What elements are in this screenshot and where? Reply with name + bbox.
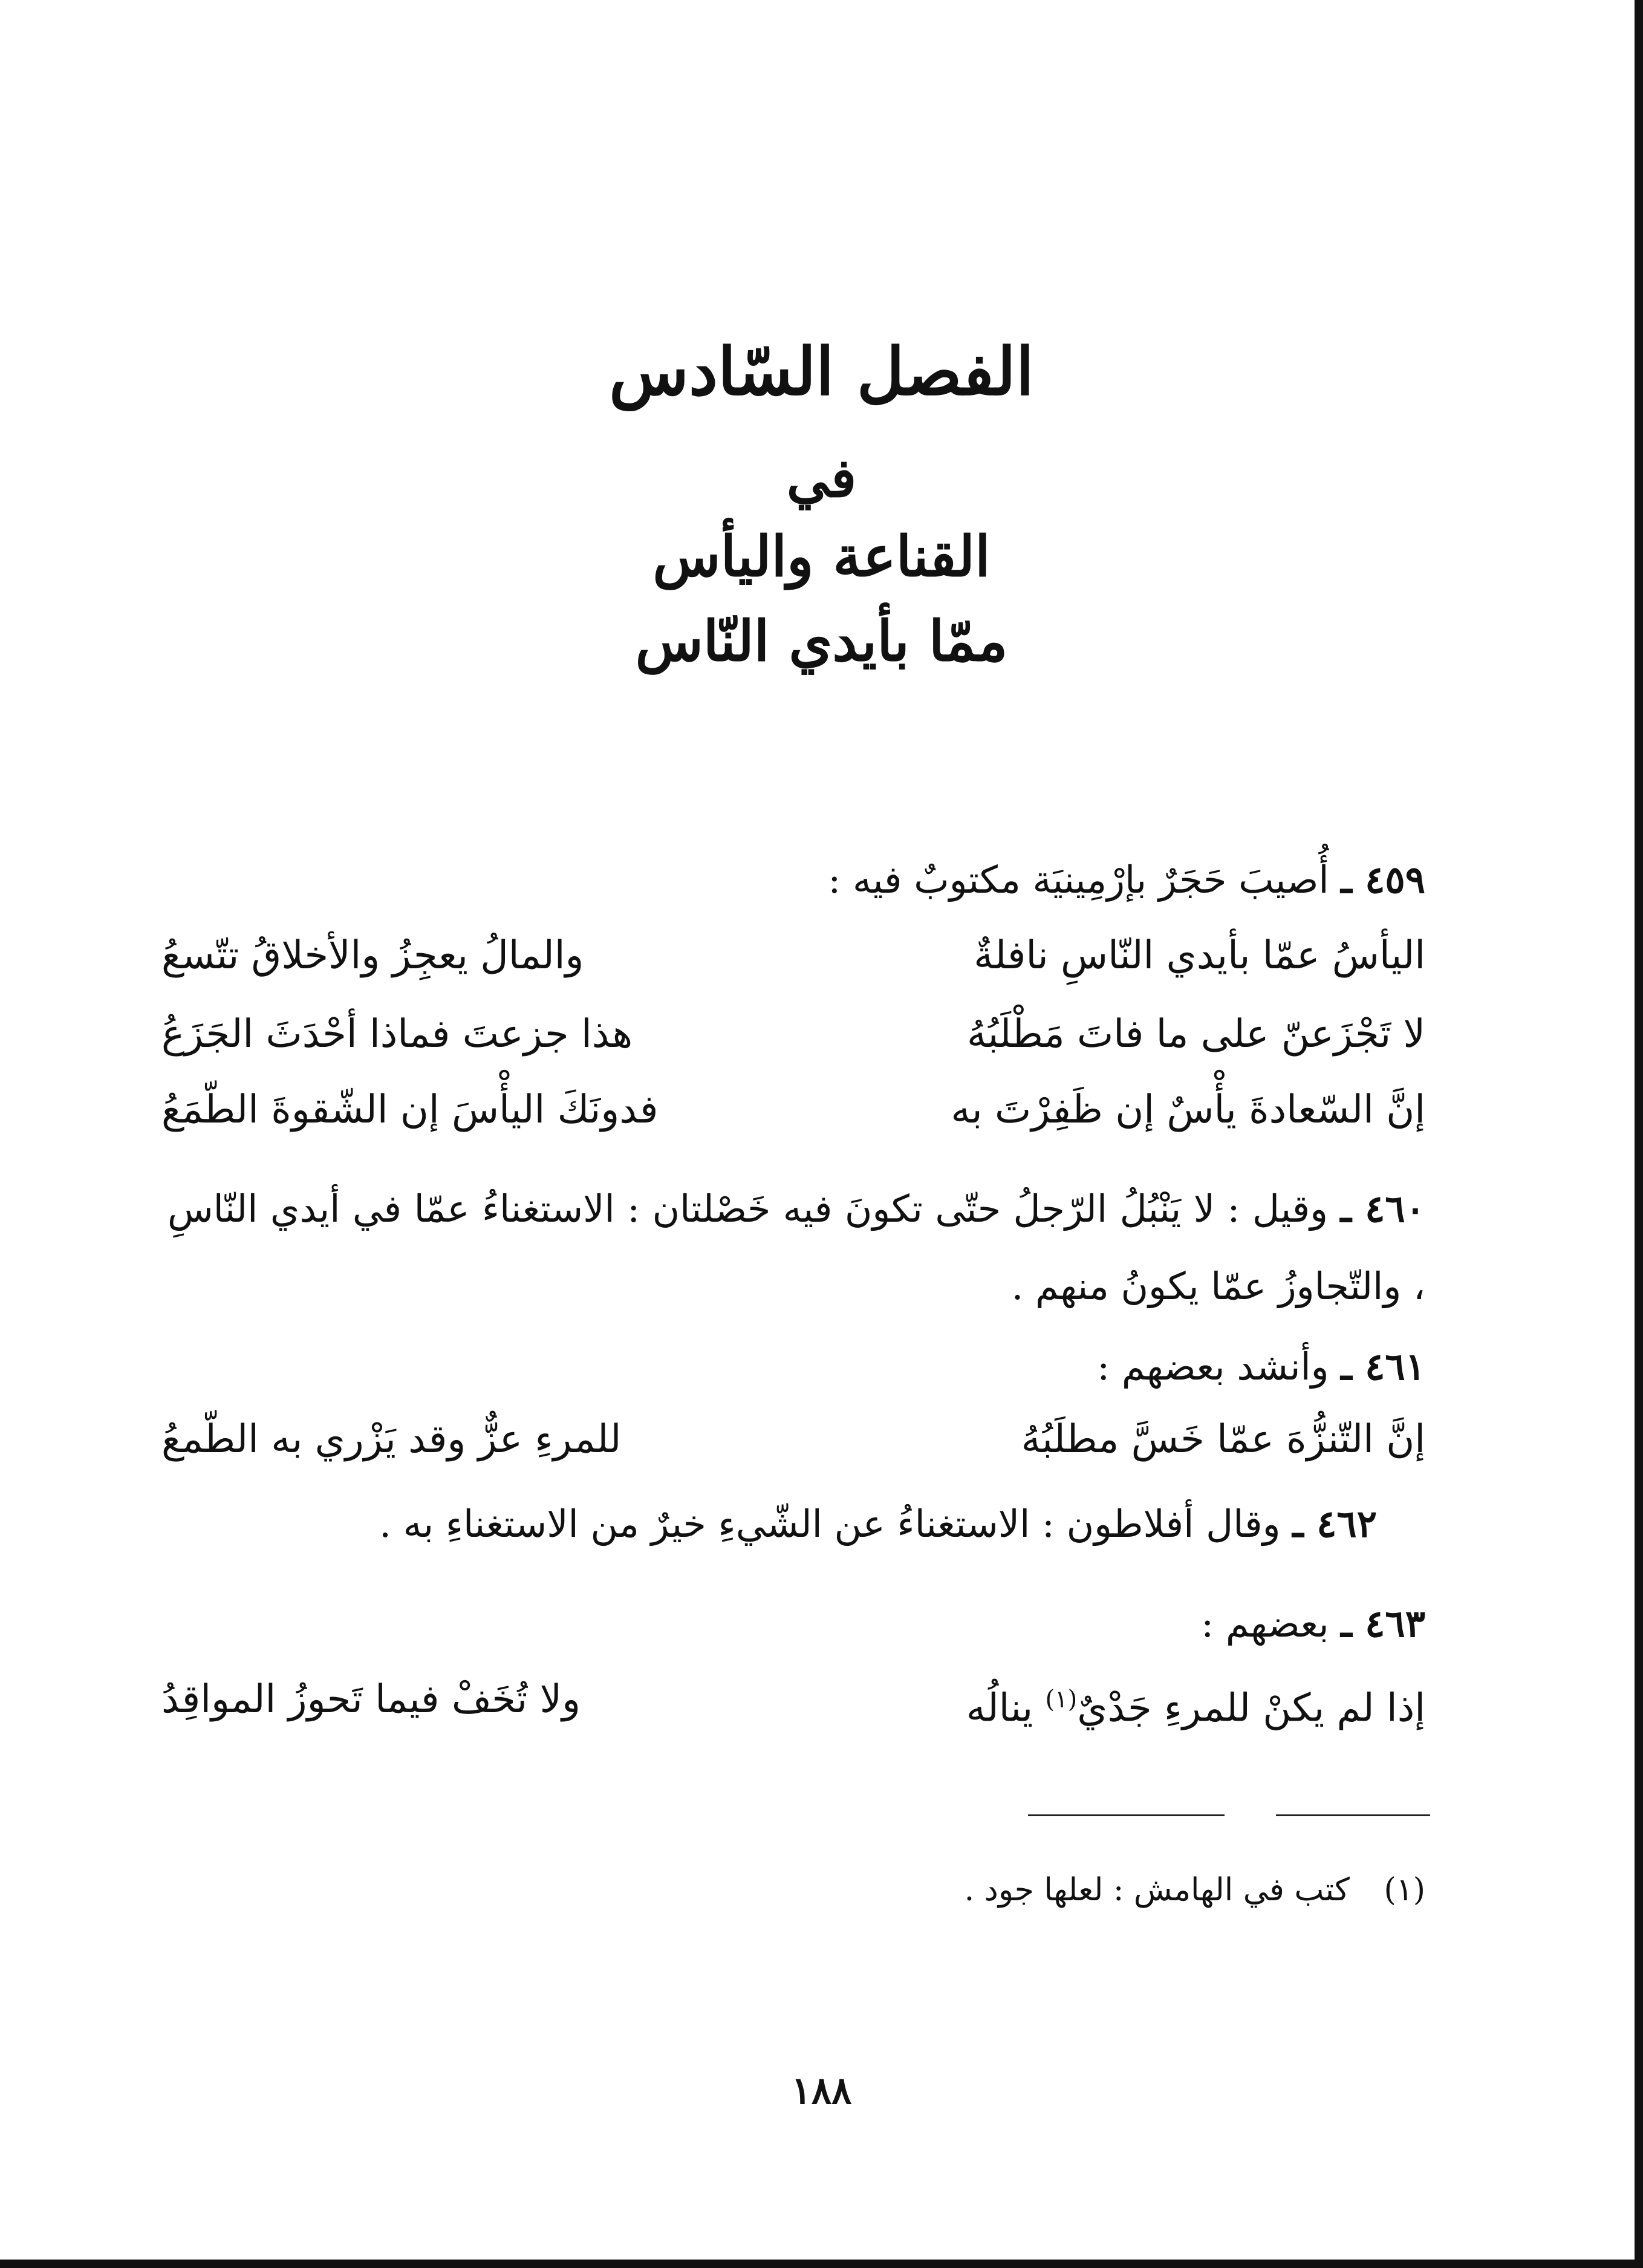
footnote-separator [1028,1814,1225,1816]
footnote-reference: (١) [1045,1686,1078,1713]
verse-first-hemistich: اليأسُ عمّا بأيدي النّاسِ نافلةٌ [974,933,1425,978]
chapter-subtitle-line2: ممّا بأيدي النّاس [635,608,1008,674]
footnote-marker: (١) [1384,1872,1425,1908]
verse-459-2 [161,1007,1425,1061]
entry-number: ٤٦١ ـ [1341,1344,1425,1389]
verse-second-hemistich: والمالُ يعجِزُ والأخلاقُ تتّسعُ [161,933,584,978]
footnote-text: كتب في الهامش : لعلها جود . [964,1872,1350,1908]
verse-first-hemistich: إنَّ التّنزُّهَ عمّا خَسَّ مطلَبُهُ [1021,1417,1425,1462]
verse-463-1 [161,1672,1425,1735]
verse-second-hemistich: فدونَكَ اليأْسَ إن الشّقوةَ الطّمَعُ [161,1087,659,1132]
page-number: ١٨٨ [791,2068,852,2113]
page-edge-bottom [0,2260,1643,2268]
verse-first-end: ينالُه [966,1686,1033,1731]
footnote-separator [1276,1814,1430,1816]
chapter-subtitle-line1: القناعة واليأس [652,524,991,589]
verse-first-hemistich: إنَّ السّعادةَ يأْسٌ إن ظَفِرْتَ به [951,1087,1425,1132]
entry-text: وأنشد بعضهم : [1097,1344,1329,1389]
verse-461-1 [161,1412,1425,1467]
entry-number: ٤٦٣ ـ [1341,1602,1425,1646]
entry-text: أُصيبَ حَجَرٌ بإرْمِينيَة مكتوبٌ فيه : [828,858,1329,902]
entry-460 [168,1170,1425,1325]
entry-461 [186,1340,1425,1394]
verse-459-3 [161,1083,1425,1137]
entry-459 [186,853,1425,907]
entry-number: ٤٥٩ ـ [1341,858,1425,902]
entry-number: ٤٦٢ ـ [1292,1502,1377,1546]
entry-number: ٤٦٠ ـ [1340,1187,1426,1231]
entry-text: وقيل : لا يَنْبُلُ الرّجلُ حتّى تكونَ فيه خَصْلتان : الاستغناءُ عمّا في أيدي النّاسِ ، والتّجاوزُ عمّا يكونُ منهم . [168,1187,1425,1308]
entry-463 [186,1597,1425,1651]
chapter-title: الفصل السّادس [609,334,1034,410]
verse-first-hemistich [966,1672,1425,1735]
verse-second-hemistich: للمرءِ عزٌّ وقد يَزْري به الطّمعُ [161,1417,622,1462]
entry-text: بعضهم : [1201,1602,1329,1646]
verse-459-1 [161,928,1425,983]
verse-second-hemistich: ولا تُخَفْ فيما تَحوزُ المواقِدُ [161,1677,581,1722]
footnote [186,1866,1425,1914]
verse-second-hemistich: هذا جزعتَ فماذا أحْدَثَ الجَزَعُ [161,1012,633,1057]
verse-first-part: إذا لم يكنْ للمرءِ جَدْيٌ [1077,1686,1425,1731]
chapter-in: في [786,446,857,509]
entry-text: وقال أفلاطون : الاستغناءُ عن الشّيءِ خيرٌ من الاستغناءِ به . [379,1502,1281,1546]
entry-462 [137,1497,1377,1551]
verse-first-hemistich: لا تَجْزَعنّ على ما فاتَ مَطْلَبُهُ [967,1012,1425,1057]
